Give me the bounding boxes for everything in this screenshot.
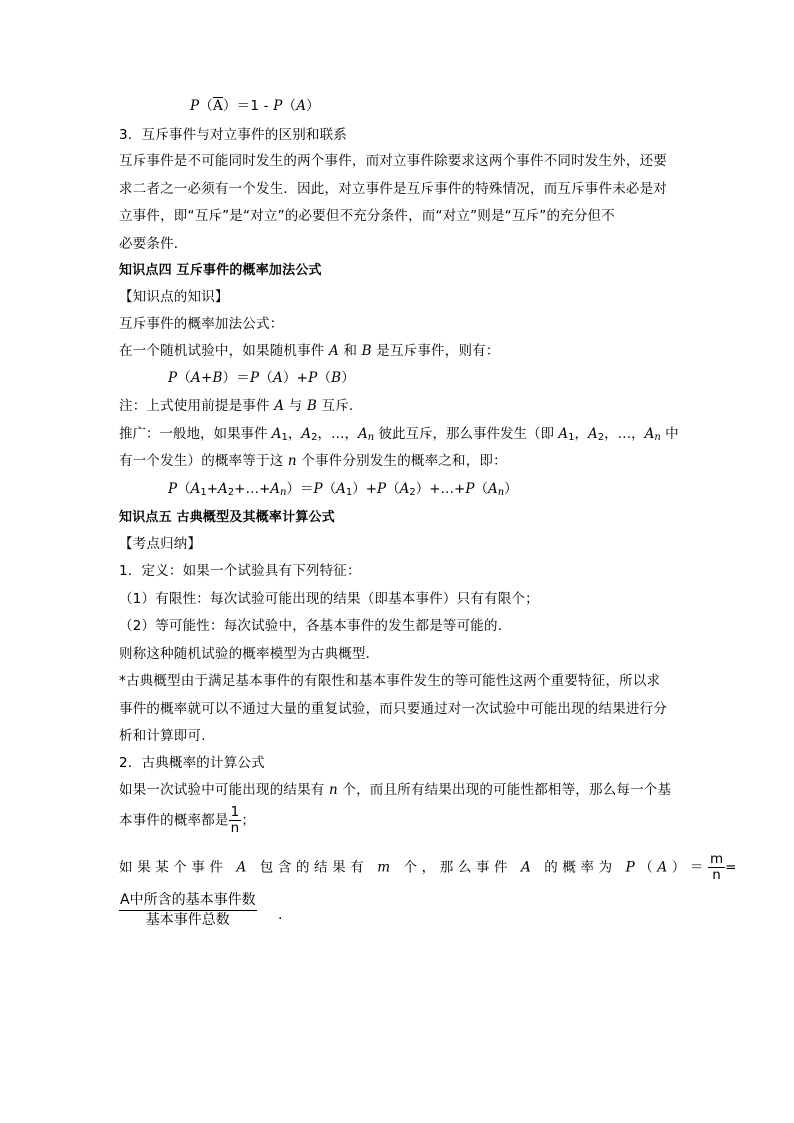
kp5-definition: 1．定义：如果一个试验具有下列特征：	[119, 563, 361, 579]
kp4-bracket-label: 【知识点的知识】	[119, 289, 229, 305]
section3-line-2: 求二者之一必须有一个发生．因此，对立事件是互斥事件的特殊情况，而互斥事件未必是对	[119, 181, 667, 197]
kp4-heading: 知识点四 互斥事件的概率加法公式	[119, 263, 322, 278]
kp4-addition-formula: P（A+B）＝P（A）+P（B）	[168, 370, 355, 386]
kp4-general-formula: $P(A_1+A_2+\dots+A_n)=P(A_1)+P(A_2)+\dots+P(A_n)$	[168, 481, 518, 498]
kp4-extension-line-2: 有一个发生）的概率等于这 n 个事件分别发生的概率之和，即：	[119, 453, 507, 469]
one-over-n-fraction: $\frac{1}{n}$	[230, 804, 240, 836]
kp5-star-line-2: 事件的概率就可以不通过大量的重复试验，而只要通过对一次试验中可能出现的结果进行分	[119, 701, 667, 717]
kp5-star-line-1: *古典概型由于满足基本事件的有限性和基本事件发生的等可能性这两个重要特征，所以求	[119, 673, 661, 689]
kp5-calc-line-2: 本事件的概率都是 $\frac{1}{n}$ ；	[119, 804, 256, 836]
section3-line-3: 立事件，即“互斥”是“对立”的必要但不充分条件，而“对立”则是“互斥”的充分但不	[119, 208, 615, 224]
section3-title: 3．互斥事件与对立事件的区别和联系	[119, 127, 347, 143]
kp4-extension-line-1: 推广：一般地，如果事件 $A_1$，$A_2$，…，$A_n$ 彼此互斥，那么事件发生（即 $A_1$，$A_2$，…，$A_n$ 中	[119, 426, 679, 443]
kp4-line-1: 互斥事件的概率加法公式：	[119, 316, 284, 332]
kp5-item-2: （2）等可能性：每次试验中，各基本事件的发生都是等可能的．	[119, 618, 512, 634]
kp4-line-2: 在一个随机试验中，如果随机事件 A 和 B 是互斥事件，则有：	[119, 343, 500, 359]
kp5-star-line-3: 析和计算即可．	[119, 728, 215, 744]
kp5-calc-line-3: 如果某个事件 A 包含的结果有 m 个，那么事件 A 的概率为 P（A）＝ $\frac{m}{n}$ =	[119, 851, 742, 883]
section3-line-4: 必要条件．	[119, 236, 188, 252]
kp5-conclusion: 则称这种随机试验的概率模型为古典概型．	[119, 646, 380, 662]
final-probability-fraction: A中所含的基本事件数 基本事件总数	[120, 892, 256, 928]
final-period: .	[278, 907, 283, 923]
kp4-note: 注：上式使用前提是事件 A 与 B 互斥．	[119, 398, 363, 414]
section3-line-1: 互斥事件是不可能同时发生的两个事件，而对立事件除要求这两个事件不同时发生外，还要	[119, 153, 667, 169]
kp5-bracket-label: 【考点归纳】	[119, 536, 202, 552]
kp5-calc-line-1: 如果一次试验中可能出现的结果有 n 个，而且所有结果出现的可能性都相等，那么每一个基	[119, 782, 672, 798]
kp5-heading: 知识点五 古典概型及其概率计算公式	[119, 510, 335, 525]
kp5-item-1: （1）有限性：每次试验可能出现的结果（即基本事件）只有有限个；	[119, 591, 539, 607]
m-over-n-fraction: $\frac{m}{n}$	[709, 851, 724, 883]
kp5-calc-title: 2．古典概率的计算公式	[119, 755, 265, 771]
complement-formula: $P(\overline{A})=1 - P(A)$	[190, 98, 320, 114]
